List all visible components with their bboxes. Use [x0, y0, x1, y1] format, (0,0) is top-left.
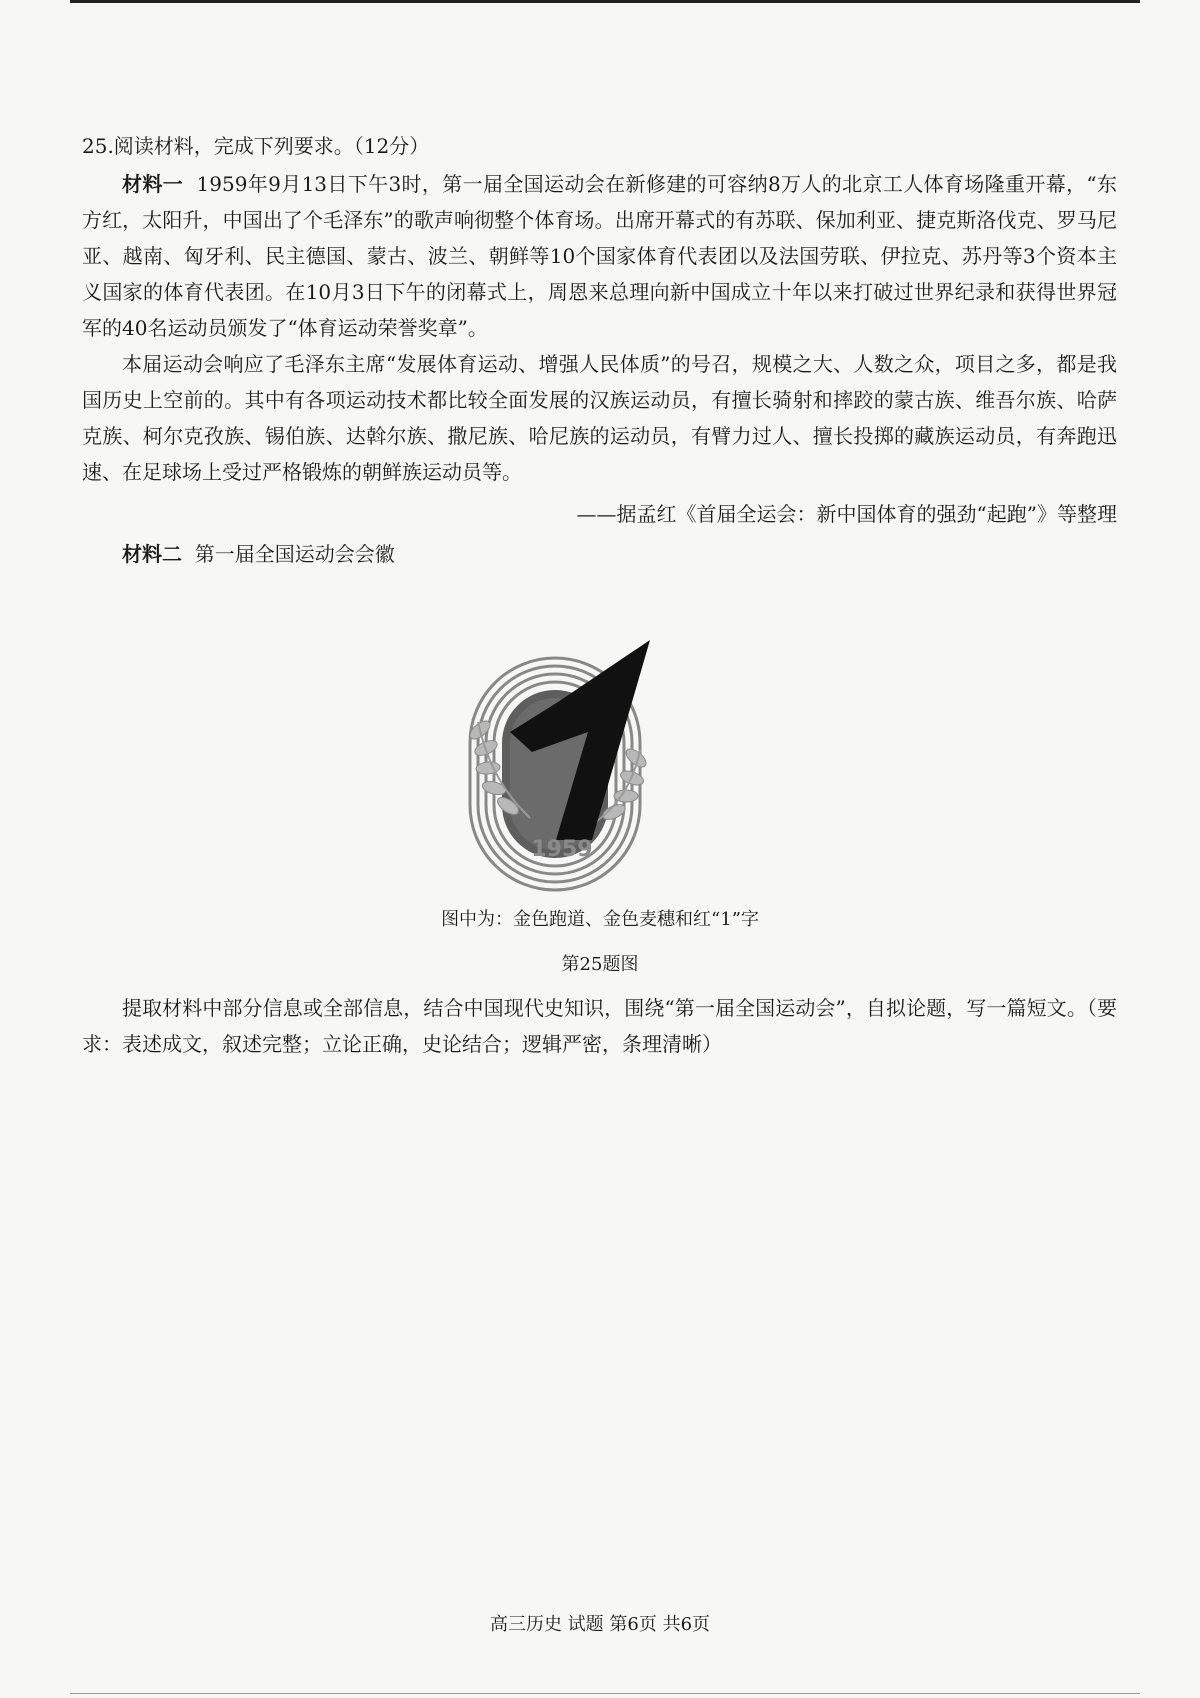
bottom-border-line [70, 1693, 1140, 1694]
games-emblem [450, 640, 690, 910]
emblem-graphic [450, 640, 690, 910]
question-title: 25.阅读材料，完成下列要求。（12分） [82, 134, 430, 158]
question-body [82, 128, 1117, 572]
emblem-year: 1959 [531, 837, 593, 862]
material-one-text-1: 1959年9月13日下午3时，第一届全国运动会在新修建的可容纳8万人的北京工人体育场隆重开幕，“东方红，太阳升，中国出了个毛泽东”的歌声响彻整个体育场。出席开幕式的有苏联、保加利亚、捷克斯洛伐克、罗马尼亚、越南、匈牙利、民主德国、蒙古、波兰、朝鲜等10个国家体育代表团以及法国劳联、伊拉克、苏丹等3个资本主义国家的体育代表团。在10月3日下午的闭幕式上，周恩来总理向新中国成立十年以来打破过世界纪录和获得世界冠军的40名运动员颁发了“体育运动荣誉奖章”。 [82, 172, 1118, 340]
page-footer: 高三历史 试题 第6页 共6页 [489, 1614, 711, 1635]
material-one-paragraph-1 [82, 166, 1117, 346]
emblem-caption: 图中为：金色跑道、金色麦穗和红“1”字 [441, 909, 759, 930]
material-two-text: 第一届全国运动会会徽 [194, 542, 395, 566]
top-border-line [70, 0, 1140, 3]
material-one-paragraph-2: 本届运动会响应了毛泽东主席“发展体育运动、增强人民体质”的号召，规模之大、人数之众，项目之多，都是我国历史上空前的。其中有各项运动技术都比较全面发展的汉族运动员，有擅长骑射和摔跤的蒙古族、维吾尔族、哈萨克族、柯尔克孜族、锡伯族、达斡尔族、撒尼族、哈尼族的运动员，有臂力过人、擅长投掷的藏族运动员，有奔跑迅速、在足球场上受过严格锻炼的朝鲜族运动员等。 [82, 352, 1117, 484]
material-two-label: 材料二 [122, 542, 182, 566]
figure-label: 第25题图 [561, 954, 639, 975]
material-one-source: ——据孟红《首届全运会：新中国体育的强劲“起跑”》等整理 [576, 502, 1117, 526]
task-instructions: 提取材料中部分信息或全部信息，结合中国现代史知识，围绕“第一届全国运动会”，自拟论题，写一篇短文。（要求：表述成文，叙述完整；立论正确，史论结合；逻辑严密，条理清晰） [82, 996, 1117, 1056]
material-two-heading [82, 536, 1117, 572]
material-one-label: 材料一 [122, 172, 184, 196]
